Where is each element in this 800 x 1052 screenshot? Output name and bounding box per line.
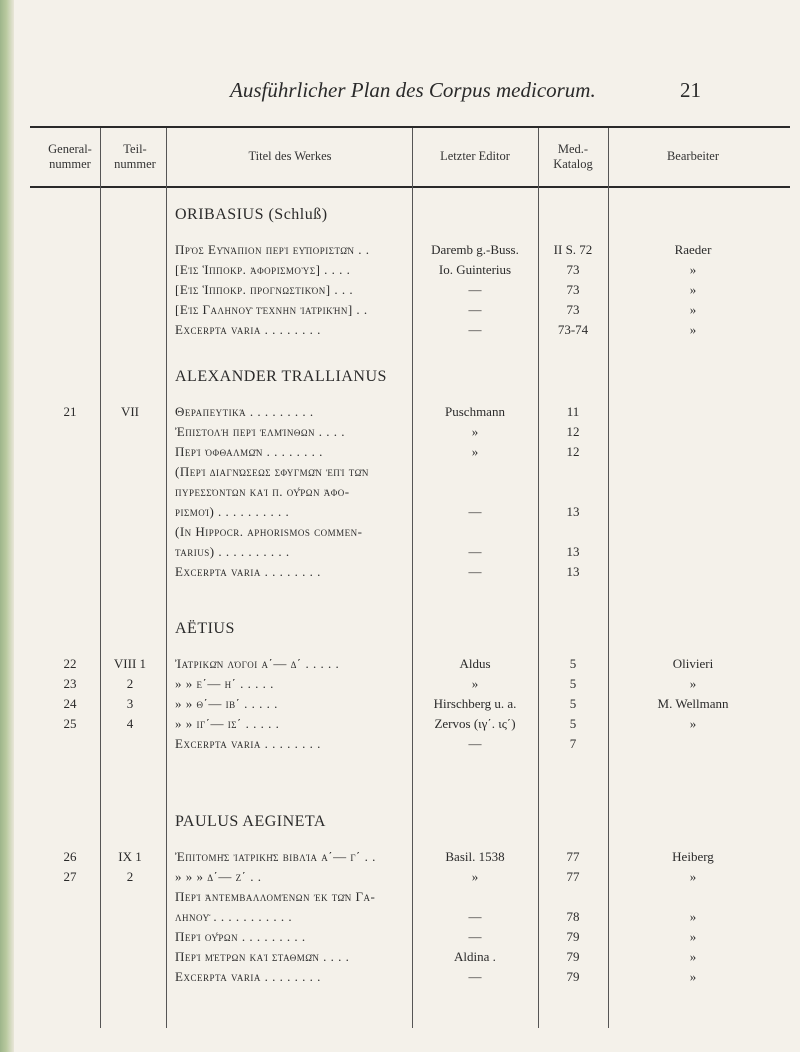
bearbeiter-name: »	[689, 676, 697, 691]
catalog-ref: 73	[566, 282, 580, 297]
editor-name: —	[468, 504, 482, 519]
bearbeiter-name: Heiberg	[672, 849, 714, 864]
work-title: πυρεσσόντων καὶ π. οὔρων ἀφο-	[175, 484, 350, 499]
general-number: 25	[63, 716, 77, 731]
table-row	[0, 907, 800, 927]
editor-name: —	[468, 322, 482, 337]
editor-name: Basil. 1538	[445, 849, 505, 864]
catalog-ref: 13	[566, 564, 580, 579]
bearbeiter-name: »	[689, 869, 697, 884]
work-title: Θεραπευτικά . . . . . . . . .	[175, 404, 314, 419]
editor-name: »	[471, 676, 479, 691]
col-head-teil: Teil- nummer	[114, 142, 156, 171]
work-title: Περὶ οὔρων . . . . . . . . .	[175, 929, 306, 944]
teil-number: 4	[126, 716, 134, 731]
catalog-ref: 78	[566, 909, 580, 924]
editor-name: —	[468, 929, 482, 944]
catalog-ref: 7	[569, 736, 577, 751]
catalog-ref: 79	[566, 969, 580, 984]
catalog-ref: 5	[569, 696, 577, 711]
table-row	[0, 280, 800, 300]
general-number: 27	[63, 869, 77, 884]
table-row	[0, 694, 800, 714]
work-title: Ἐπιστολὴ περὶ ἑλμίνθων . . . .	[175, 424, 346, 439]
editor-name: »	[471, 444, 479, 459]
work-title: [Εἰς Ἱπποκρ. προγνωστικόν] . . .	[175, 282, 354, 297]
work-title: ληνοῦ . . . . . . . . . . .	[175, 909, 293, 924]
catalog-ref: 5	[569, 716, 577, 731]
work-title: » » ε΄— η΄ . . . . .	[175, 676, 274, 691]
work-title: Περὶ ὀφθαλμῶν . . . . . . . .	[175, 444, 323, 459]
running-title: Ausführlicher Plan des Corpus medicorum.	[230, 78, 596, 102]
table-row	[0, 422, 800, 442]
editor-name: Zervos (ιγ΄. ις΄)	[434, 716, 516, 731]
editor-name: »	[471, 424, 479, 439]
work-title: » » » δ΄— ζ΄ . .	[175, 869, 262, 884]
work-title: Excerpta varia . . . . . . . .	[175, 969, 321, 984]
work-title: Excerpta varia . . . . . . . .	[175, 322, 321, 337]
table-row	[0, 947, 800, 967]
work-title: » » ιγ΄— ις΄ . . . . .	[175, 716, 280, 731]
general-number: 21	[63, 404, 77, 419]
table-row	[0, 522, 800, 542]
general-number: 26	[63, 849, 77, 864]
table-row	[0, 442, 800, 462]
catalog-ref: 77	[566, 849, 580, 864]
teil-number: IX 1	[118, 849, 142, 864]
section-heading: PAULUS AEGINETA	[175, 813, 326, 830]
catalog-ref: 13	[566, 504, 580, 519]
catalog-ref: 12	[566, 424, 580, 439]
work-title: tarius) . . . . . . . . . .	[175, 544, 290, 559]
bearbeiter-name: »	[689, 302, 697, 317]
section-heading: ALEXANDER TRALLIANUS	[175, 368, 387, 385]
bearbeiter-name: »	[689, 716, 697, 731]
bearbeiter-name: Olivieri	[672, 656, 714, 671]
editor-name: Puschmann	[445, 404, 505, 419]
table-row	[0, 402, 800, 422]
table-row	[0, 887, 800, 907]
bearbeiter-name: »	[689, 282, 697, 297]
table-row	[0, 927, 800, 947]
bearbeiter-name: »	[689, 929, 697, 944]
catalog-ref: 77	[566, 869, 580, 884]
section-heading: AËTIUS	[175, 620, 235, 637]
editor-name: Daremb g.-Buss.	[431, 242, 519, 257]
editor-name: —	[468, 544, 482, 559]
general-number: 24	[63, 696, 77, 711]
work-title: Excerpta varia . . . . . . . .	[175, 736, 321, 751]
teil-number: 2	[126, 676, 134, 691]
page-header	[0, 78, 800, 108]
table-row	[0, 847, 800, 867]
editor-name: Aldus	[459, 656, 491, 671]
work-title: Πρὸς Εὐνάπιον περὶ εὐποριστῶν . .	[175, 242, 370, 257]
bearbeiter-name: »	[689, 949, 697, 964]
catalog-ref: 5	[569, 656, 577, 671]
page-number: 21	[680, 78, 701, 102]
table-row	[0, 542, 800, 562]
header-rule	[30, 186, 790, 188]
general-number: 23	[63, 676, 77, 691]
teil-number: 2	[126, 869, 134, 884]
bearbeiter-name: M. Wellmann	[657, 696, 729, 711]
table-row	[0, 240, 800, 260]
work-title: Excerpta varia . . . . . . . .	[175, 564, 321, 579]
editor-name: —	[468, 564, 482, 579]
col-head-bearbeiter: Bearbeiter	[666, 149, 720, 163]
catalog-ref: 73	[566, 302, 580, 317]
table-row	[0, 734, 800, 754]
editor-name: —	[468, 736, 482, 751]
bearbeiter-name: »	[689, 322, 697, 337]
editor-name: Io. Guinterius	[438, 262, 512, 277]
bearbeiter-name: »	[689, 262, 697, 277]
catalog-ref: 11	[566, 404, 580, 419]
table-row	[0, 714, 800, 734]
work-title: » » θ΄— ιβ΄ . . . . .	[175, 696, 278, 711]
catalog-ref: 79	[566, 949, 580, 964]
catalog-ref: 79	[566, 929, 580, 944]
bearbeiter-name: »	[689, 909, 697, 924]
catalog-ref: 13	[566, 544, 580, 559]
editor-name: —	[468, 282, 482, 297]
table-row	[0, 320, 800, 340]
col-head-med: Med.- Katalog	[553, 142, 593, 171]
table-row	[0, 482, 800, 502]
work-title: [Εἰς Ἱπποκρ. ἀφορισμοὺς] . . . .	[175, 262, 351, 277]
top-rule	[30, 126, 790, 128]
catalog-ref: II S. 72	[553, 242, 593, 257]
table-row	[0, 674, 800, 694]
general-number: 22	[63, 656, 77, 671]
catalog-ref: 5	[569, 676, 577, 691]
teil-number: VIII 1	[113, 656, 147, 671]
teil-number: VII	[120, 404, 140, 419]
editor-name: Hirschberg u. a.	[433, 696, 517, 711]
work-title: Περὶ ἀντεμβαλλομένων ἐκ τῶν Γα-	[175, 889, 376, 904]
work-title: Ἐπιτομῆς ἰατρικῆς βιβλία α΄— γ΄ . .	[175, 849, 376, 864]
catalog-ref: 12	[566, 444, 580, 459]
editor-name: —	[468, 302, 482, 317]
teil-number: 3	[126, 696, 134, 711]
catalog-ref: 73	[566, 262, 580, 277]
editor-name: »	[471, 869, 479, 884]
table-row	[0, 654, 800, 674]
work-title: (Περὶ διαγνώσεως σφυγμῶν ἐπὶ τῶν	[175, 464, 369, 479]
editor-name: —	[468, 969, 482, 984]
work-title: ρισμοί) . . . . . . . . . .	[175, 504, 290, 519]
bearbeiter-name: Raeder	[674, 242, 712, 257]
section-heading: ORIBASIUS (Schluß)	[175, 206, 328, 223]
table-row	[0, 462, 800, 482]
table-row	[0, 867, 800, 887]
col-head-editor: Letzter Editor	[440, 149, 510, 163]
editor-name: —	[468, 909, 482, 924]
bearbeiter-name: »	[689, 969, 697, 984]
col-head-titel: Titel des Werkes	[248, 149, 332, 163]
table-row	[0, 300, 800, 320]
table-row	[0, 967, 800, 987]
table-row	[0, 502, 800, 522]
table-row	[0, 260, 800, 280]
work-title: [Εἰς Γαληνοῦ τέχνην ἰατρικήν] . .	[175, 302, 368, 317]
col-head-general: General- nummer	[48, 142, 92, 171]
work-title: Περὶ μέτρων καὶ σταθμῶν . . . .	[175, 949, 350, 964]
table-row	[0, 562, 800, 582]
editor-name: Aldina .	[454, 949, 496, 964]
work-title: Ἰατρικῶν λόγοι α΄— δ΄ . . . . .	[175, 656, 340, 671]
work-title: (In Hippocr. aphorismos commen-	[175, 524, 363, 539]
catalog-ref: 73-74	[557, 322, 589, 337]
